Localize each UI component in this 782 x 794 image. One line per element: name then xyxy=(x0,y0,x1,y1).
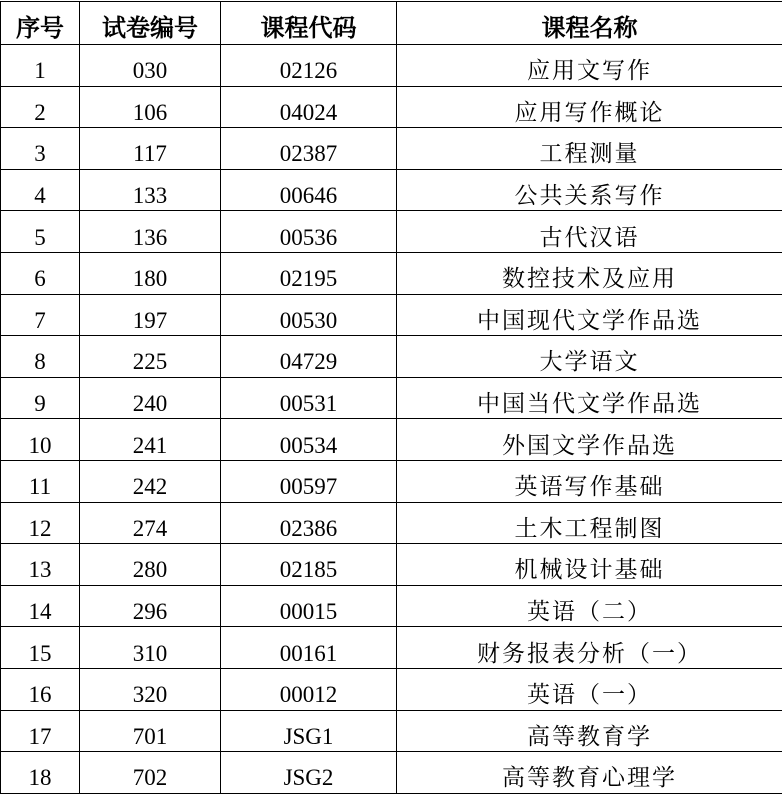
cell-course-name: 大学语文 xyxy=(397,336,782,378)
cell-paper-number: 106 xyxy=(80,86,221,128)
cell-paper-number: 242 xyxy=(80,460,221,502)
cell-course-code: 02387 xyxy=(221,128,397,170)
cell-course-code: 04729 xyxy=(221,336,397,378)
table-header xyxy=(1,2,782,45)
cell-seq: 17 xyxy=(1,710,80,752)
cell-seq: 5 xyxy=(1,211,80,253)
cell-paper-number: 117 xyxy=(80,128,221,170)
cell-course-name: 工程测量 xyxy=(397,128,782,170)
table-row xyxy=(1,544,782,586)
cell-paper-number: 701 xyxy=(80,710,221,752)
cell-paper-number: 133 xyxy=(80,169,221,211)
cell-seq: 3 xyxy=(1,128,80,170)
cell-paper-number: 197 xyxy=(80,294,221,336)
table-row xyxy=(1,585,782,627)
cell-course-code: 00161 xyxy=(221,627,397,669)
table-row xyxy=(1,86,782,128)
cell-seq: 9 xyxy=(1,377,80,419)
cell-course-code: 00015 xyxy=(221,585,397,627)
cell-course-code: 00646 xyxy=(221,169,397,211)
cell-course-code: 00530 xyxy=(221,294,397,336)
cell-course-name: 财务报表分析（一） xyxy=(397,627,782,669)
table-row xyxy=(1,45,782,87)
cell-course-code: 00534 xyxy=(221,419,397,461)
cell-paper-number: 241 xyxy=(80,419,221,461)
cell-course-name: 高等教育心理学 xyxy=(397,752,782,794)
table-row xyxy=(1,377,782,419)
cell-seq: 2 xyxy=(1,86,80,128)
cell-course-name: 英语（二） xyxy=(397,585,782,627)
cell-course-code: 04024 xyxy=(221,86,397,128)
cell-paper-number: 320 xyxy=(80,668,221,710)
cell-course-code: 02195 xyxy=(221,252,397,294)
cell-seq: 6 xyxy=(1,252,80,294)
table-row xyxy=(1,128,782,170)
cell-paper-number: 310 xyxy=(80,627,221,669)
cell-course-name: 土木工程制图 xyxy=(397,502,782,544)
cell-seq: 7 xyxy=(1,294,80,336)
cell-course-name: 机械设计基础 xyxy=(397,544,782,586)
header-row xyxy=(1,2,782,45)
table-row xyxy=(1,710,782,752)
cell-seq: 10 xyxy=(1,419,80,461)
cell-course-code: JSG2 xyxy=(221,752,397,794)
cell-course-name: 英语（一） xyxy=(397,668,782,710)
cell-seq: 8 xyxy=(1,336,80,378)
cell-paper-number: 180 xyxy=(80,252,221,294)
cell-paper-number: 030 xyxy=(80,45,221,87)
header-seq: 序号 xyxy=(1,2,80,45)
header-course-code: 课程代码 xyxy=(221,2,397,45)
table-row xyxy=(1,419,782,461)
cell-course-code: JSG1 xyxy=(221,710,397,752)
table-row xyxy=(1,502,782,544)
table-row xyxy=(1,211,782,253)
cell-seq: 15 xyxy=(1,627,80,669)
cell-course-code: 00012 xyxy=(221,668,397,710)
cell-seq: 14 xyxy=(1,585,80,627)
cell-seq: 16 xyxy=(1,668,80,710)
cell-course-name: 英语写作基础 xyxy=(397,460,782,502)
cell-course-code: 00531 xyxy=(221,377,397,419)
cell-seq: 1 xyxy=(1,45,80,87)
course-table xyxy=(0,1,782,794)
cell-paper-number: 280 xyxy=(80,544,221,586)
table-row xyxy=(1,460,782,502)
cell-course-name: 外国文学作品选 xyxy=(397,419,782,461)
table-row xyxy=(1,294,782,336)
cell-course-name: 公共关系写作 xyxy=(397,169,782,211)
cell-paper-number: 274 xyxy=(80,502,221,544)
table-row xyxy=(1,627,782,669)
table-row xyxy=(1,169,782,211)
cell-paper-number: 702 xyxy=(80,752,221,794)
cell-seq: 12 xyxy=(1,502,80,544)
table-row xyxy=(1,752,782,794)
cell-paper-number: 225 xyxy=(80,336,221,378)
cell-course-name: 中国当代文学作品选 xyxy=(397,377,782,419)
table-body xyxy=(1,45,782,794)
cell-seq: 4 xyxy=(1,169,80,211)
cell-paper-number: 240 xyxy=(80,377,221,419)
cell-course-name: 数控技术及应用 xyxy=(397,252,782,294)
table-row xyxy=(1,336,782,378)
cell-course-code: 02386 xyxy=(221,502,397,544)
table-row xyxy=(1,252,782,294)
cell-course-code: 02185 xyxy=(221,544,397,586)
cell-paper-number: 296 xyxy=(80,585,221,627)
cell-course-code: 00597 xyxy=(221,460,397,502)
header-course-name: 课程名称 xyxy=(397,2,782,45)
cell-course-name: 应用写作概论 xyxy=(397,86,782,128)
cell-course-name: 中国现代文学作品选 xyxy=(397,294,782,336)
cell-seq: 13 xyxy=(1,544,80,586)
cell-course-name: 高等教育学 xyxy=(397,710,782,752)
header-paper-number: 试卷编号 xyxy=(80,2,221,45)
cell-course-code: 00536 xyxy=(221,211,397,253)
cell-course-code: 02126 xyxy=(221,45,397,87)
cell-seq: 18 xyxy=(1,752,80,794)
table-row xyxy=(1,668,782,710)
cell-course-name: 应用文写作 xyxy=(397,45,782,87)
cell-paper-number: 136 xyxy=(80,211,221,253)
cell-course-name: 古代汉语 xyxy=(397,211,782,253)
cell-seq: 11 xyxy=(1,460,80,502)
